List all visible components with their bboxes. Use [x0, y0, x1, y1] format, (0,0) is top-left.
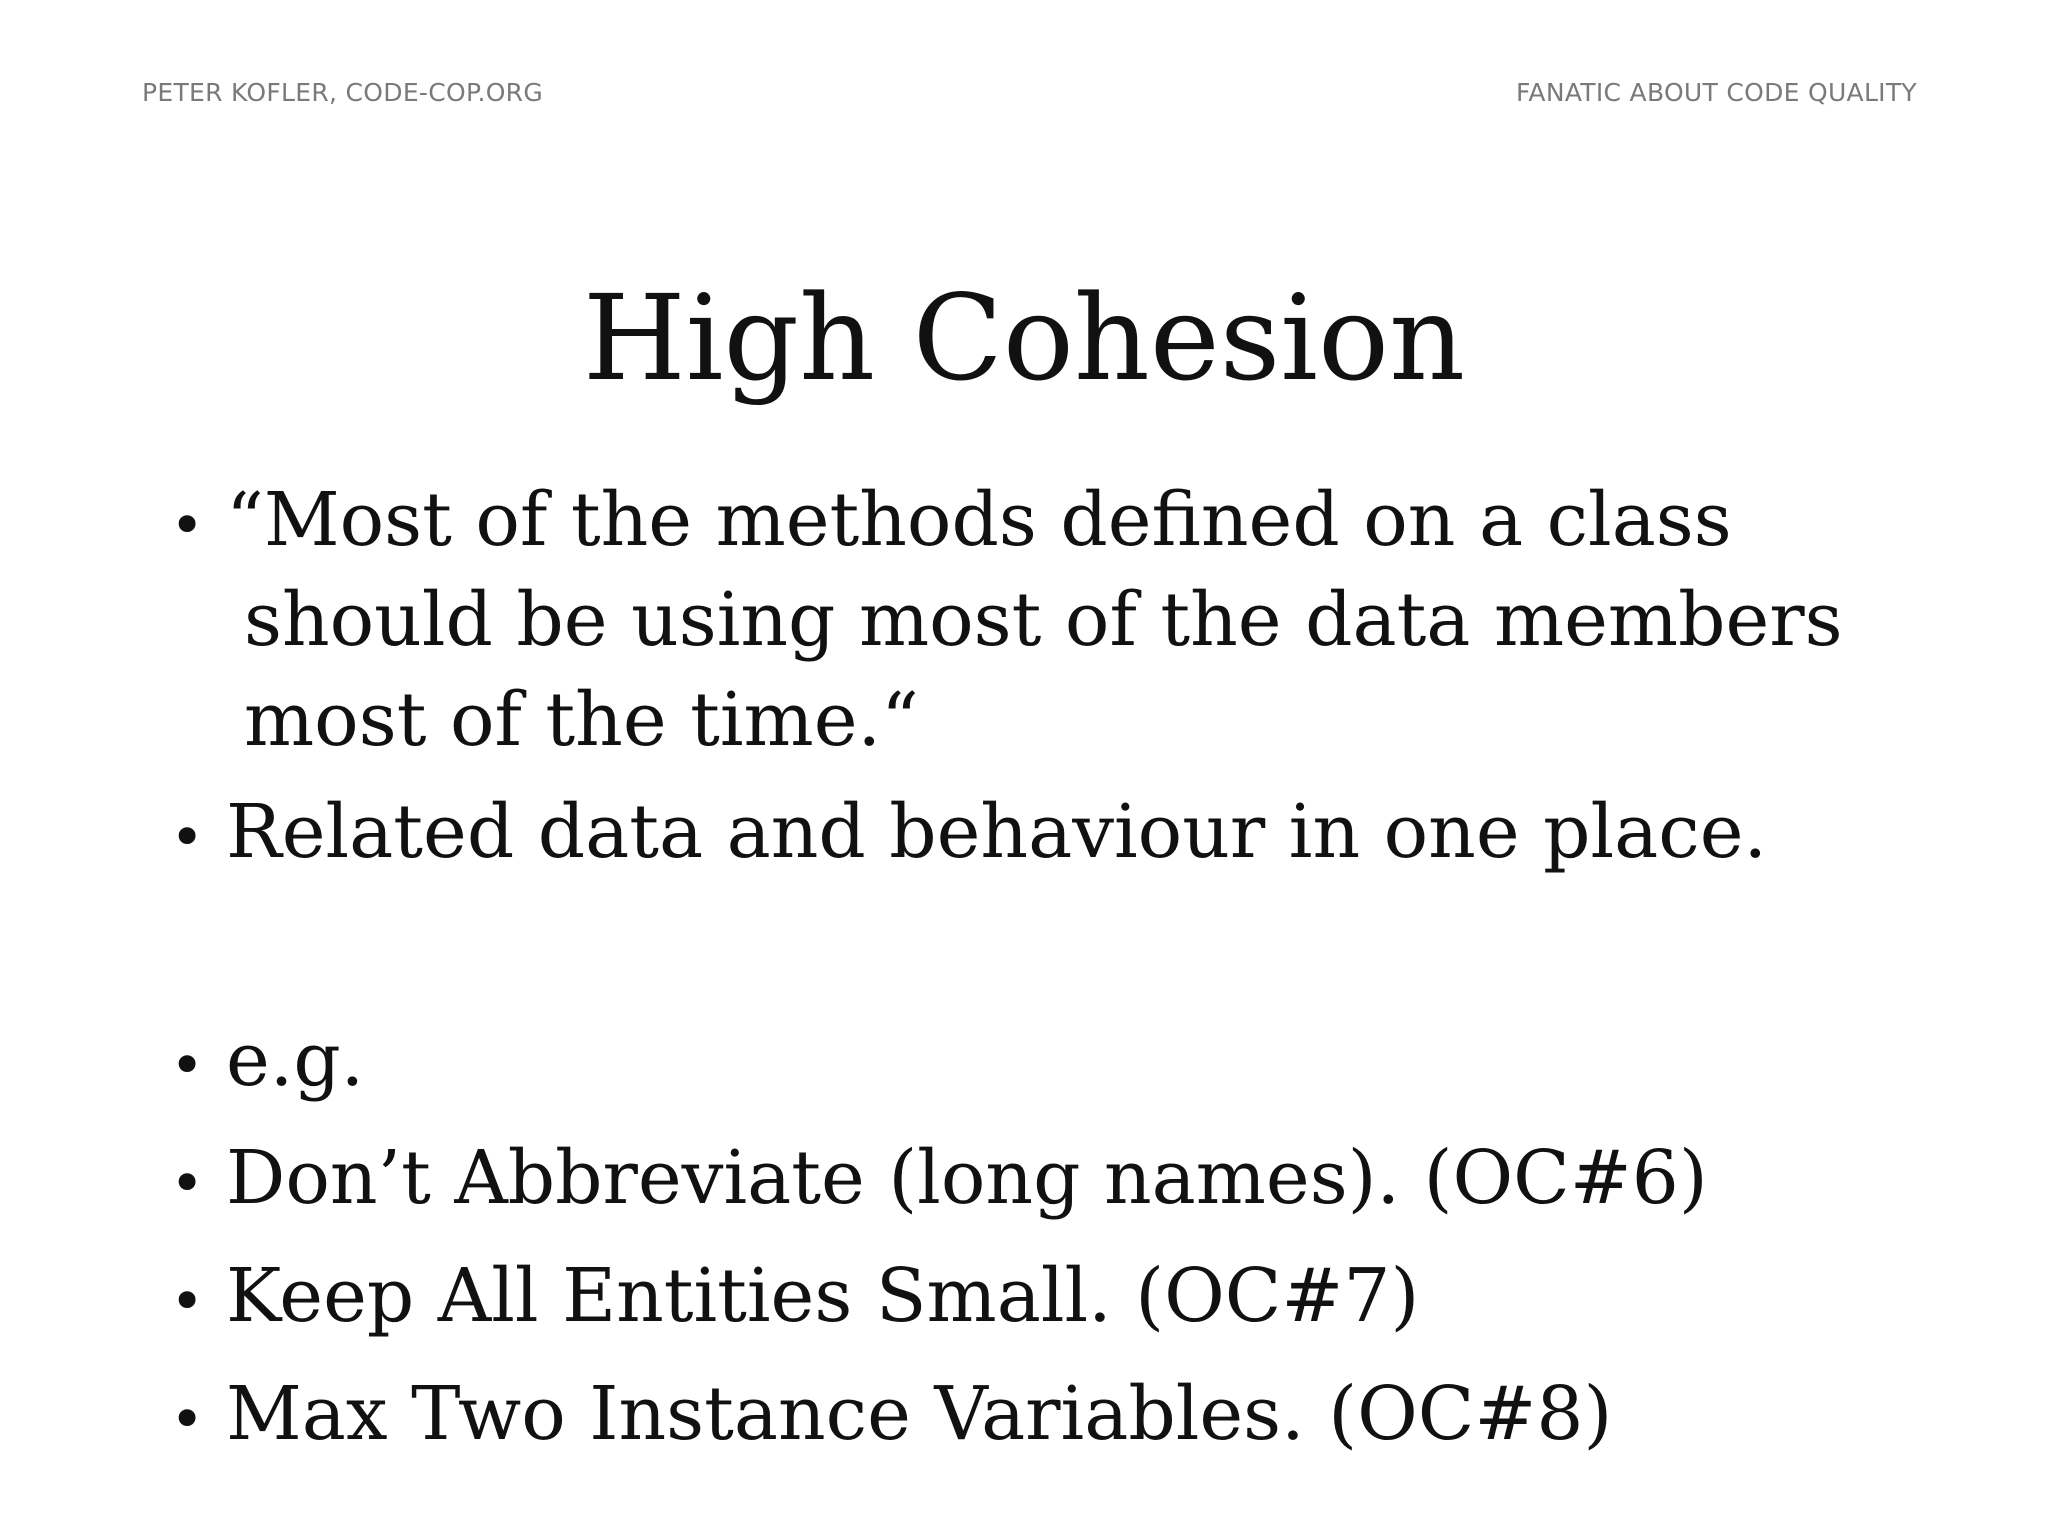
bullet-text: Keep All Entities Small. (OC#7): [226, 1253, 1420, 1339]
header-author: PETER KOFLER, CODE-COP.ORG: [142, 78, 544, 107]
bullet-item-keep-small: [170, 1246, 1419, 1351]
bullet-item-eg: [170, 1010, 364, 1115]
header-tagline: FANATIC ABOUT CODE QUALITY: [1516, 78, 1917, 107]
bullet-glyph: •: [170, 1385, 205, 1453]
bullet-glyph: •: [170, 1267, 205, 1335]
bullet-glyph: •: [170, 1031, 205, 1099]
slide-title: High Cohesion: [582, 269, 1466, 408]
bullet-text: Related data and behaviour in one place.: [226, 789, 1768, 875]
bullet-item-dont-abbreviate: [170, 1128, 1708, 1233]
bullet-item-max-two: [170, 1364, 1612, 1469]
bullet-line: “Most of the methods defined on a class: [226, 477, 1732, 563]
bullet-glyph: •: [170, 803, 205, 871]
bullet-text: [226, 470, 1843, 770]
bullet-item-quote: [170, 470, 1843, 770]
bullet-text: e.g.: [226, 1017, 365, 1103]
bullet-text: Max Two Instance Variables. (OC#8): [226, 1371, 1613, 1457]
bullet-text: Don’t Abbreviate (long names). (OC#6): [226, 1135, 1708, 1221]
bullet-line: most of the time.“: [244, 677, 919, 763]
bullet-glyph: •: [170, 491, 205, 559]
bullet-item-related-data: [170, 782, 1767, 887]
bullet-glyph: •: [170, 1149, 205, 1217]
bullet-line: should be using most of the data members: [244, 577, 1843, 663]
